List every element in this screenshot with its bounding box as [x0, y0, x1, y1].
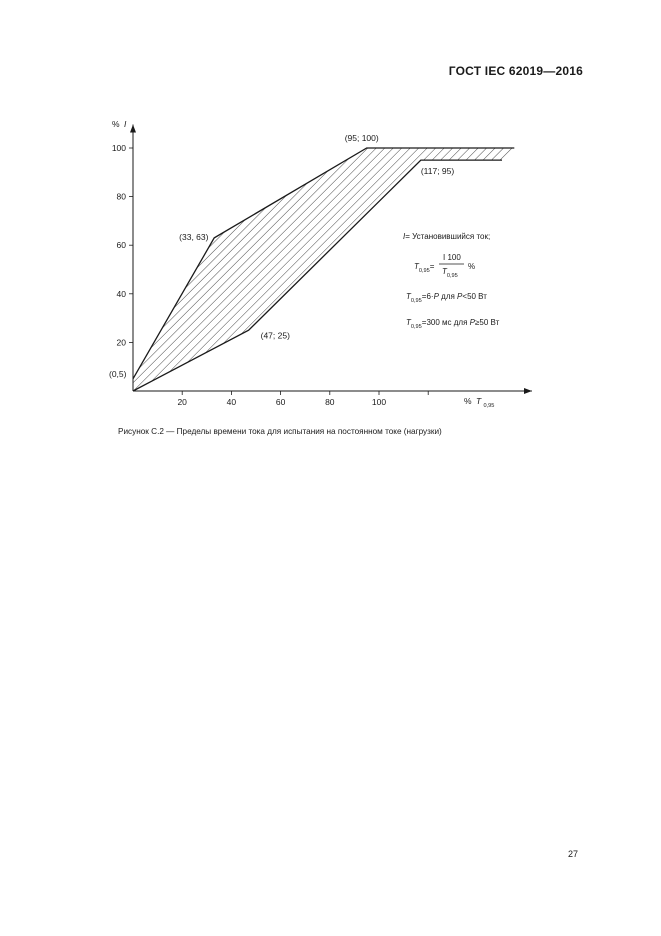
x-axis-arrow [524, 388, 532, 394]
note-large-power: $T_{0,95}=300$ мс для P≥50 Вт [406, 318, 500, 330]
note-formula-lhs: $T_{0,95}=$ [414, 262, 435, 274]
y-axis-arrow [130, 125, 136, 133]
figure [100, 110, 530, 420]
note-small-power: $T_{0,95}=6\cdot P$ для P<50 Вт [406, 292, 487, 304]
current-time-chart [100, 110, 530, 420]
point-label: (33, 63) [179, 231, 209, 242]
y-tick-label: 20 [116, 337, 126, 348]
x-tick-label: 80 [325, 397, 335, 407]
y-axis-label: % I [112, 119, 127, 129]
legend-notes [403, 232, 500, 330]
x-tick-label: 100 [371, 397, 387, 407]
point-label: (47; 25) [260, 330, 290, 341]
y-tick-label: 60 [116, 240, 126, 251]
note-formula-denominator: $T_{0,95}$ [442, 267, 458, 279]
x-tick-label: 40 [226, 397, 237, 407]
x-tick-label: 60 [275, 397, 286, 407]
figure-caption: Рисунок С.2 — Пределы времени тока для испытания на постоянном токе (нагрузки) [118, 427, 442, 436]
tolerance-band-fill [133, 148, 514, 391]
note-formula-numerator: I 100 [443, 253, 461, 262]
y-tick-label: 80 [116, 191, 126, 202]
point-label: (117; 95) [420, 166, 455, 177]
note-formula-unit: % [468, 262, 476, 271]
page-number: 27 [568, 849, 579, 859]
y-tick-label: 100 [111, 143, 126, 153]
y-tick-label: 40 [116, 288, 126, 299]
x-axis-label: % T $_{0,95}$ [464, 396, 495, 409]
x-tick-label: 20 [177, 397, 187, 407]
point-label: (95; 100) [344, 133, 379, 143]
document-header: ГОСТ IEC 62019—2016 [448, 64, 583, 78]
note-definition: I= Установившийся ток; [403, 232, 491, 241]
point-label: (0,5) [109, 368, 127, 379]
